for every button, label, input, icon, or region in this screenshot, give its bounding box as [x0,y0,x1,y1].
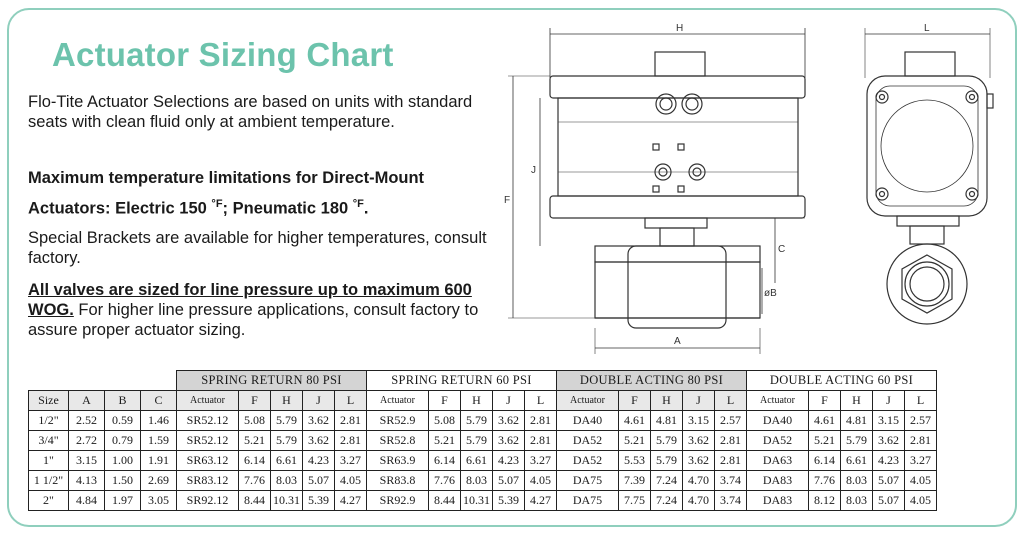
table-cell: 5.07 [493,471,525,491]
table-cell: DA75 [557,471,619,491]
table-cell: 2.81 [905,431,937,451]
table-cell: 1.50 [105,471,141,491]
col-j: J [873,391,905,411]
table-cell: 6.14 [429,451,461,471]
col-a: A [69,391,105,411]
table-cell: 2.81 [525,431,557,451]
table-cell: 5.08 [429,411,461,431]
dim-j-label: J [531,165,536,176]
table-cell: 8.12 [809,491,841,511]
table-cell: 4.70 [683,471,715,491]
group-da60: DOUBLE ACTING 60 PSI [747,371,937,391]
table-cell: 2.81 [335,411,367,431]
table-cell: 3/4" [29,431,69,451]
table-cell: 5.79 [651,431,683,451]
table-cell: 2.81 [335,431,367,451]
col-c: C [141,391,177,411]
table-cell: 2.81 [525,411,557,431]
table-cell: 3.74 [715,471,747,491]
table-cell: 6.14 [809,451,841,471]
page-title: Actuator Sizing Chart [52,36,394,73]
col-l: L [335,391,367,411]
table-cell: SR52.9 [367,411,429,431]
col-actuator: Actuator [557,391,619,411]
table-cell: 4.23 [873,451,905,471]
table-cell: 5.07 [873,471,905,491]
table-cell: SR52.8 [367,431,429,451]
col-size: Size [29,391,69,411]
col-l: L [525,391,557,411]
table-cell: 2.81 [715,431,747,451]
col-f: F [809,391,841,411]
col-actuator: Actuator [367,391,429,411]
table-cell: 4.23 [303,451,335,471]
table-cell: 6.61 [461,451,493,471]
table-row [29,491,937,511]
table-cell: 3.74 [715,491,747,511]
table-cell: 5.07 [873,491,905,511]
table-cell: 8.44 [239,491,271,511]
group-da80: DOUBLE ACTING 80 PSI [557,371,747,391]
table-cell: 5.21 [239,431,271,451]
table-cell: 5.39 [493,491,525,511]
table-cell: 5.79 [271,431,303,451]
table-cell: 7.76 [429,471,461,491]
table-cell: 4.61 [619,411,651,431]
table-cell: 4.81 [841,411,873,431]
table-cell: 2.81 [715,451,747,471]
table-cell: 0.79 [105,431,141,451]
table-cell: 1 1/2" [29,471,69,491]
table-cell: 7.76 [239,471,271,491]
table-row [29,431,937,451]
table-cell: 1.91 [141,451,177,471]
table-cell: 1.97 [105,491,141,511]
table-cell: 4.05 [905,491,937,511]
table-cell: DA40 [747,411,809,431]
table-cell: 8.44 [429,491,461,511]
table-cell: DA52 [747,431,809,451]
col-f: F [239,391,271,411]
col-l: L [715,391,747,411]
temp-electric-unit: °F [211,198,223,210]
table-cell: 8.03 [841,491,873,511]
col-j: J [303,391,335,411]
group-header-row [29,371,937,391]
table-cell: 10.31 [461,491,493,511]
table-cell: 2.72 [69,431,105,451]
col-h: H [651,391,683,411]
table-cell: SR52.12 [177,431,239,451]
table-cell: 8.03 [271,471,303,491]
table-cell: 5.79 [461,431,493,451]
table-cell: 4.84 [69,491,105,511]
blank-cell [29,371,177,391]
table-cell: SR83.8 [367,471,429,491]
table-cell: 3.15 [873,411,905,431]
table-cell: 2.52 [69,411,105,431]
dim-l-label: L [924,23,930,34]
table-cell: SR83.12 [177,471,239,491]
table-cell: DA83 [747,471,809,491]
col-actuator: Actuator [747,391,809,411]
sizing-table [28,370,937,511]
table-cell: 3.15 [69,451,105,471]
table-cell: SR63.9 [367,451,429,471]
table-cell: 3.05 [141,491,177,511]
col-j: J [683,391,715,411]
table-cell: 7.24 [651,491,683,511]
table-cell: 2" [29,491,69,511]
table-cell: 6.61 [271,451,303,471]
temp-heading: Maximum temperature limitations for Direct-Mount Actuators: Electric 150 [28,169,425,218]
table-cell: 3.62 [493,411,525,431]
col-b: B [105,391,141,411]
dim-a-label: A [674,336,681,347]
table-cell: SR92.12 [177,491,239,511]
table-cell: 3.62 [303,431,335,451]
table-cell: DA63 [747,451,809,471]
table-cell: SR52.12 [177,411,239,431]
col-actuator: Actuator [177,391,239,411]
table-cell: 5.21 [809,431,841,451]
table-cell: DA83 [747,491,809,511]
table-cell: 6.61 [841,451,873,471]
temp-sep: ; Pneumatic 180 [222,199,349,218]
table-cell: 4.27 [525,491,557,511]
table-cell: 4.81 [651,411,683,431]
table-cell: 3.62 [873,431,905,451]
dim-f-label: F [504,195,511,206]
table-cell: 4.13 [69,471,105,491]
table-cell: 3.27 [335,451,367,471]
table-cell: 0.59 [105,411,141,431]
table-cell: 6.14 [239,451,271,471]
group-sr80: SPRING RETURN 80 PSI [177,371,367,391]
table-cell: 7.24 [651,471,683,491]
temperature-limits [28,165,498,222]
table-cell: 8.03 [841,471,873,491]
pressure-bold: All valves are sized for line pressure up to maximum 600 WOG. [28,281,472,319]
table-cell: 3.62 [303,411,335,431]
table-cell: 10.31 [271,491,303,511]
col-f: F [619,391,651,411]
temp-end: . [363,199,369,218]
table-row [29,471,937,491]
table-cell: 7.76 [809,471,841,491]
temp-pneumatic-unit: °F [352,198,364,210]
table-cell: 4.27 [335,491,367,511]
table-cell: 7.75 [619,491,651,511]
brackets-text: Special Brackets are available for higher temperatures, consult factory. [28,229,487,267]
table-cell: 3.62 [493,431,525,451]
table-cell: DA52 [557,431,619,451]
table-cell: 1/2" [29,411,69,431]
table-cell: 5.08 [239,411,271,431]
table-cell: 5.07 [303,471,335,491]
table-cell: 2.69 [141,471,177,491]
table-cell: 4.70 [683,491,715,511]
col-f: F [429,391,461,411]
dim-h-label: H [676,23,684,34]
table-cell: 3.15 [683,411,715,431]
table-cell: 1.46 [141,411,177,431]
table-cell: 5.79 [841,431,873,451]
table-cell: 2.57 [715,411,747,431]
col-l: L [905,391,937,411]
table-cell: 4.61 [809,411,841,431]
table-cell: 5.79 [271,411,303,431]
table-cell: 5.79 [461,411,493,431]
table-cell: 2.57 [905,411,937,431]
intro-text: Flo-Tite Actuator Selections are based on units with standard seats with clean fluid only at ambient temperature. [28,93,473,131]
table-cell: 3.27 [525,451,557,471]
table-cell: 1.59 [141,431,177,451]
table-cell: 4.05 [905,471,937,491]
table-cell: 3.27 [905,451,937,471]
table-cell: 1" [29,451,69,471]
table-cell: 5.53 [619,451,651,471]
table-cell: 5.21 [619,431,651,451]
col-j: J [493,391,525,411]
table-cell: DA75 [557,491,619,511]
table-row [29,451,937,471]
table-cell: 3.62 [683,451,715,471]
pressure-text [28,280,498,340]
group-sr60: SPRING RETURN 60 PSI [367,371,557,391]
col-h: H [271,391,303,411]
table-cell: 4.05 [335,471,367,491]
col-h: H [461,391,493,411]
dim-b-label: øB [764,288,777,299]
table-cell: 7.39 [619,471,651,491]
table-cell: 4.23 [493,451,525,471]
table-cell: 5.39 [303,491,335,511]
table-cell: 3.62 [683,431,715,451]
table-cell: 5.21 [429,431,461,451]
table-cell: SR92.9 [367,491,429,511]
table-cell: SR63.12 [177,451,239,471]
table-cell: 4.05 [525,471,557,491]
actuator-valve-drawing [500,18,1005,358]
column-header-row [29,391,937,411]
table-cell: 1.00 [105,451,141,471]
table-cell: DA52 [557,451,619,471]
col-h: H [841,391,873,411]
table-row [29,411,937,431]
table-cell: DA40 [557,411,619,431]
table-cell: 5.79 [651,451,683,471]
table-body [29,411,937,511]
dim-c-label: C [778,244,786,255]
pressure-rest: For higher line pressure applications, consult factory to assure proper actuator sizing. [28,301,479,339]
table-cell: 8.03 [461,471,493,491]
